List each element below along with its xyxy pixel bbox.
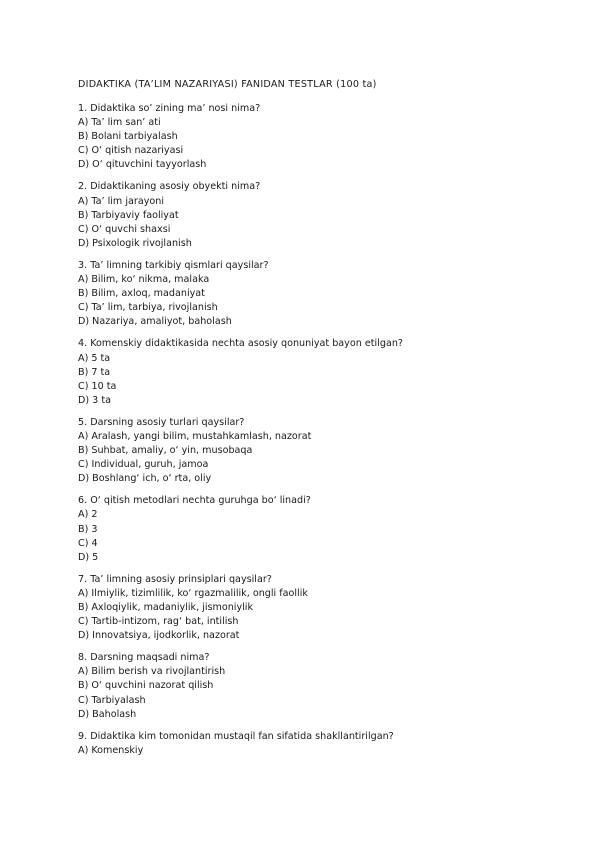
question-6 bbox=[78, 494, 538, 564]
question-4 bbox=[78, 337, 538, 407]
answer-option-a: A) Aralash, yangi bilim, mustahkamlash, nazorat bbox=[78, 430, 312, 442]
answer-option-c: C) Ta’ lim, tarbiya, rivojlanish bbox=[78, 302, 218, 314]
answer-option-a: A) Ilmiylik, tizimlilik, ko‘ rgazmalilik, ongli faollik bbox=[78, 587, 308, 599]
answer-option-c: C) O‘ qitish nazariyasi bbox=[78, 145, 184, 157]
answer-option-c: C) Tartib-intizom, rag‘ bat, intilish bbox=[78, 616, 239, 628]
answer-option-d: D) 5 bbox=[78, 551, 99, 563]
answer-option-b: B) 3 bbox=[78, 523, 98, 535]
answer-option-b: B) Tarbiyaviy faoliyat bbox=[78, 209, 179, 221]
answer-option-c: C) Individual, guruh, jamoa bbox=[78, 459, 209, 471]
answer-option-d: D) Innovatsiya, ijodkorlik, nazorat bbox=[78, 630, 240, 642]
answer-option-b: B) Bolani tarbiyalash bbox=[78, 131, 178, 143]
answer-option-a: A) Komenskiy bbox=[78, 744, 144, 756]
answer-option-a: A) Ta’ lim san’ ati bbox=[78, 117, 161, 129]
question-2 bbox=[78, 180, 538, 250]
question-text: 6. O‘ qitish metodlari nechta guruhga bo‘ linadi? bbox=[78, 495, 311, 507]
answer-option-d: D) Nazariya, amaliyot, baholash bbox=[78, 316, 232, 328]
answer-option-a: A) Bilim, ko‘ nikma, malaka bbox=[78, 274, 210, 286]
question-text: 5. Darsning asosiy turlari qaysilar? bbox=[78, 416, 245, 428]
answer-option-b: B) O‘ quvchini nazorat qilish bbox=[78, 680, 214, 692]
answer-option-d: D) Boshlang‘ ich, o‘ rta, oliy bbox=[78, 473, 212, 485]
answer-option-a: A) 5 ta bbox=[78, 352, 111, 364]
question-9 bbox=[78, 730, 538, 758]
question-text: 3. Ta’ limning tarkibiy qismlari qaysilar? bbox=[78, 259, 269, 271]
answer-option-b: B) Axloqiylik, madaniylik, jismoniylik bbox=[78, 602, 254, 613]
answer-option-c: C) 4 bbox=[78, 537, 98, 549]
answer-option-a: A) Bilim berish va rivojlantirish bbox=[78, 666, 226, 678]
answer-option-c: C) O‘ quvchi shaxsi bbox=[78, 223, 171, 235]
question-text: 7. Ta’ limning asosiy prinsiplari qaysilar? bbox=[78, 573, 272, 585]
document-title: DIDAKTIKA (TA’LIM NAZARIYASI) FANIDAN TESTLAR (100 ta) bbox=[78, 79, 377, 90]
question-3 bbox=[78, 259, 538, 329]
question-1 bbox=[78, 102, 538, 172]
question-text: 8. Darsning maqsadi nima? bbox=[78, 652, 210, 664]
question-7 bbox=[78, 573, 538, 643]
document-page bbox=[78, 78, 538, 766]
answer-option-c: C) 10 ta bbox=[78, 380, 117, 392]
question-5 bbox=[78, 416, 538, 486]
question-text: 1. Didaktika so’ zining ma’ nosi nima? bbox=[78, 103, 261, 114]
answer-option-b: B) Suhbat, amaliy, o‘ yin, musobaqa bbox=[78, 445, 253, 457]
answer-option-d: D) O‘ qituvchini tayyorlash bbox=[78, 159, 207, 171]
answer-option-d: D) 3 ta bbox=[78, 394, 111, 406]
question-text: 4. Komenskiy didaktikasida nechta asosiy qonuniyat bayon etilgan? bbox=[78, 338, 403, 350]
answer-option-d: D) Baholash bbox=[78, 708, 137, 720]
answer-option-d: D) Psixologik rivojlanish bbox=[78, 237, 192, 249]
answer-option-c: C) Tarbiyalash bbox=[78, 694, 146, 706]
question-text: 9. Didaktika kim tomonidan mustaqil fan sifatida shakllantirilgan? bbox=[78, 730, 394, 742]
answer-option-a: A) Ta’ lim jarayoni bbox=[78, 195, 164, 207]
answer-option-b: B) 7 ta bbox=[78, 366, 111, 378]
answer-option-b: B) Bilim, axloq, madaniyat bbox=[78, 288, 205, 300]
question-8 bbox=[78, 651, 538, 721]
answer-option-a: A) 2 bbox=[78, 509, 98, 521]
question-text: 2. Didaktikaning asosiy obyekti nima? bbox=[78, 181, 261, 193]
